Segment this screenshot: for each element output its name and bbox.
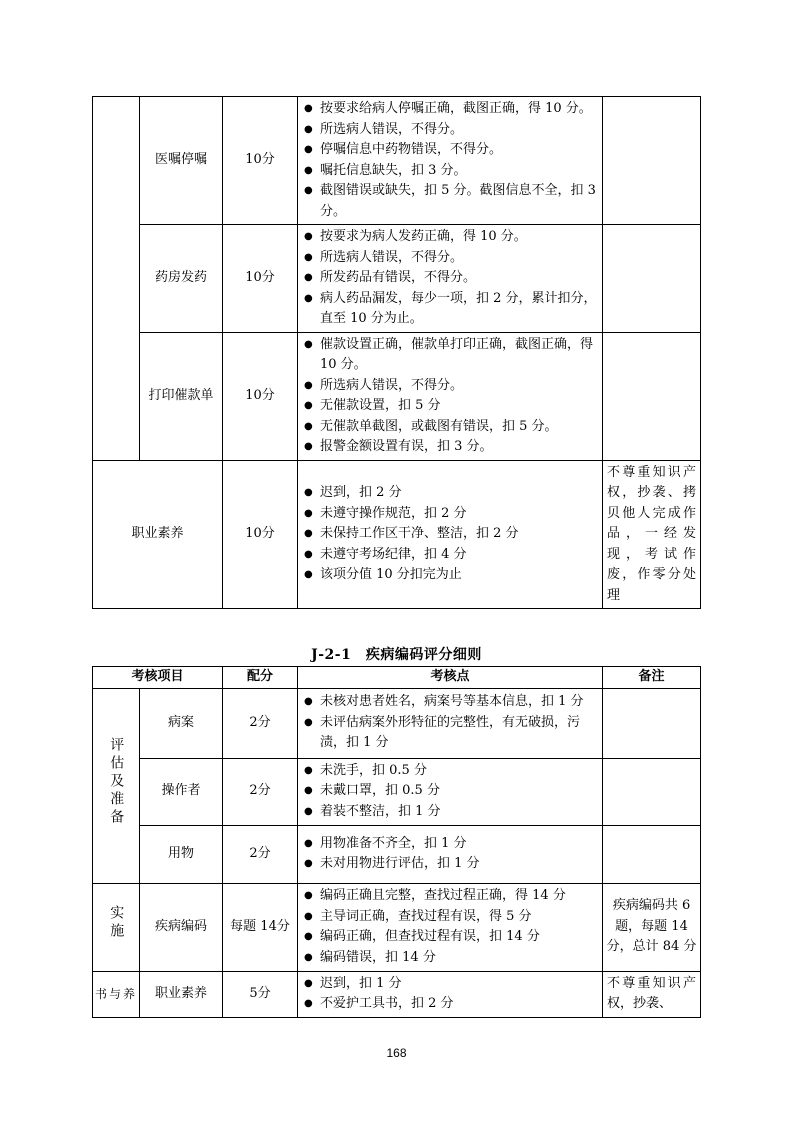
note-cell <box>603 332 701 460</box>
table-row <box>93 825 701 883</box>
note-cell: 疾病编码共 6 题，每题 14 分，总计 84 分 <box>603 883 701 971</box>
group-label: 实施 <box>108 905 125 942</box>
list-item: ● 报警金额设置有误，扣 3 分。 <box>302 437 600 458</box>
points-cell <box>298 225 603 333</box>
item-cell: 职业素养 <box>140 971 223 1017</box>
score-cell: 10分 <box>223 225 298 333</box>
list-item: ● 迟到，扣 2 分 <box>302 483 600 504</box>
list-item: ● 迟到，扣 1 分 <box>302 974 600 995</box>
points-cell <box>298 883 603 971</box>
header-points: 考核点 <box>298 667 603 689</box>
score-cell: 10分 <box>223 97 298 225</box>
list-item: ● 嘱托信息缺失，扣 3 分。 <box>302 161 600 182</box>
note-cell <box>603 758 701 825</box>
list-item: ● 所选病人错误，不得分。 <box>302 376 600 397</box>
item-cell: 用物 <box>140 825 223 883</box>
list-item: ● 无催款单截图，或截图有错误，扣 5 分。 <box>302 417 600 438</box>
list-item: ● 所选病人错误，不得分。 <box>302 248 600 269</box>
group-cell <box>93 688 140 883</box>
header-score: 配分 <box>223 667 298 689</box>
list-item: ● 所发药品有错误，不得分。 <box>302 268 600 289</box>
points-cell <box>298 971 603 1017</box>
points-cell <box>298 825 603 883</box>
list-item: ● 用物准备不齐全，扣 1 分 <box>302 834 600 855</box>
list-item: ● 未评估病案外形特征的完整性，有无破损，污渍，扣 1 分 <box>302 713 600 754</box>
item-cell: 打印催款单 <box>140 332 223 460</box>
score-cell: 2分 <box>223 688 298 758</box>
note-cell <box>603 225 701 333</box>
header-item: 考核项目 <box>93 667 223 689</box>
points-cell <box>298 758 603 825</box>
score-cell: 每题 14分 <box>223 883 298 971</box>
note-cell <box>603 97 701 225</box>
list-item: ● 未核对患者姓名，病案号等基本信息，扣 1 分 <box>302 692 600 713</box>
scoring-table-continued <box>92 96 701 609</box>
list-item: ● 停嘱信息中药物错误，不得分。 <box>302 140 600 161</box>
item-cell: 操作者 <box>140 758 223 825</box>
page-number: 168 <box>386 1046 407 1060</box>
list-item: ● 未洗手，扣 0.5 分 <box>302 761 600 782</box>
note-cell <box>603 825 701 883</box>
list-item: ● 未保持工作区干净、整洁，扣 2 分 <box>302 524 600 545</box>
header-row <box>93 667 701 689</box>
table-row <box>93 883 701 971</box>
group-label: 评估及准备 <box>108 736 125 827</box>
list-item: ● 未对用物进行评估，扣 1 分 <box>302 854 600 875</box>
list-item: ● 编码正确，但查找过程有误，扣 14 分 <box>302 927 600 948</box>
table-row <box>93 971 701 1017</box>
item-cell: 药房发药 <box>140 225 223 333</box>
list-item: ● 编码错误，扣 14 分 <box>302 948 600 969</box>
list-item: ● 不爱护工具书，扣 2 分 <box>302 994 600 1015</box>
list-item: ● 着装不整洁，扣 1 分 <box>302 802 600 823</box>
item-cell: 疾病编码 <box>140 883 223 971</box>
list-item: ● 主导词正确，查找过程有误，得 5 分 <box>302 907 600 928</box>
table-row <box>93 225 701 333</box>
list-item: ● 未戴口罩，扣 0.5 分 <box>302 781 600 802</box>
list-item: ● 所选病人错误，不得分。 <box>302 120 600 141</box>
item-cell: 病案 <box>140 688 223 758</box>
list-item: ● 按要求为病人发药正确，得 10 分。 <box>302 227 600 248</box>
table-row <box>93 97 701 225</box>
item-cell: 职业素养 <box>93 460 223 609</box>
score-cell: 5分 <box>223 971 298 1017</box>
score-cell: 10分 <box>223 332 298 460</box>
list-item: ● 病人药品漏发，每少一项，扣 2 分，累计扣分，直至 10 分为止。 <box>302 289 600 330</box>
score-cell: 10分 <box>223 460 298 609</box>
list-item: ● 催款设置正确，催款单打印正确，截图正确，得 10 分。 <box>302 335 600 376</box>
list-item: ● 该项分值 10 分扣完为止 <box>302 565 600 586</box>
points-cell <box>298 460 603 609</box>
list-item: ● 编码正确且完整，查找过程正确，得 14 分 <box>302 886 600 907</box>
note-cell <box>603 688 701 758</box>
note-cell: 不尊重知识产权，抄袭、拷贝他人完成作品，一经发现，考试作废，作零分处理 <box>603 460 701 609</box>
table-title: J-2-1 疾病编码评分细则 <box>311 647 482 663</box>
item-cell: 医嘱停嘱 <box>140 97 223 225</box>
list-item: ● 未遵守操作规范，扣 2 分 <box>302 504 600 525</box>
group-cell: 书与养 <box>93 971 140 1017</box>
score-cell: 2分 <box>223 758 298 825</box>
group-cell-empty <box>93 97 140 461</box>
list-item: ● 按要求给病人停嘱正确，截图正确，得 10 分。 <box>302 99 600 120</box>
disease-coding-table <box>92 666 701 1018</box>
points-cell <box>298 688 603 758</box>
table-row <box>93 688 701 758</box>
header-note: 备注 <box>603 667 701 689</box>
points-cell <box>298 332 603 460</box>
list-item: ● 无催款设置，扣 5 分 <box>302 396 600 417</box>
group-cell <box>93 883 140 971</box>
table-row <box>93 460 701 609</box>
list-item: ● 未遵守考场纪律，扣 4 分 <box>302 545 600 566</box>
table-row <box>93 332 701 460</box>
table-row <box>93 758 701 825</box>
note-cell: 不尊重知识产权，抄袭、 <box>603 971 701 1017</box>
points-cell <box>298 97 603 225</box>
list-item: ● 截图错误或缺失，扣 5 分。截图信息不全，扣 3 分。 <box>302 181 600 222</box>
score-cell: 2分 <box>223 825 298 883</box>
